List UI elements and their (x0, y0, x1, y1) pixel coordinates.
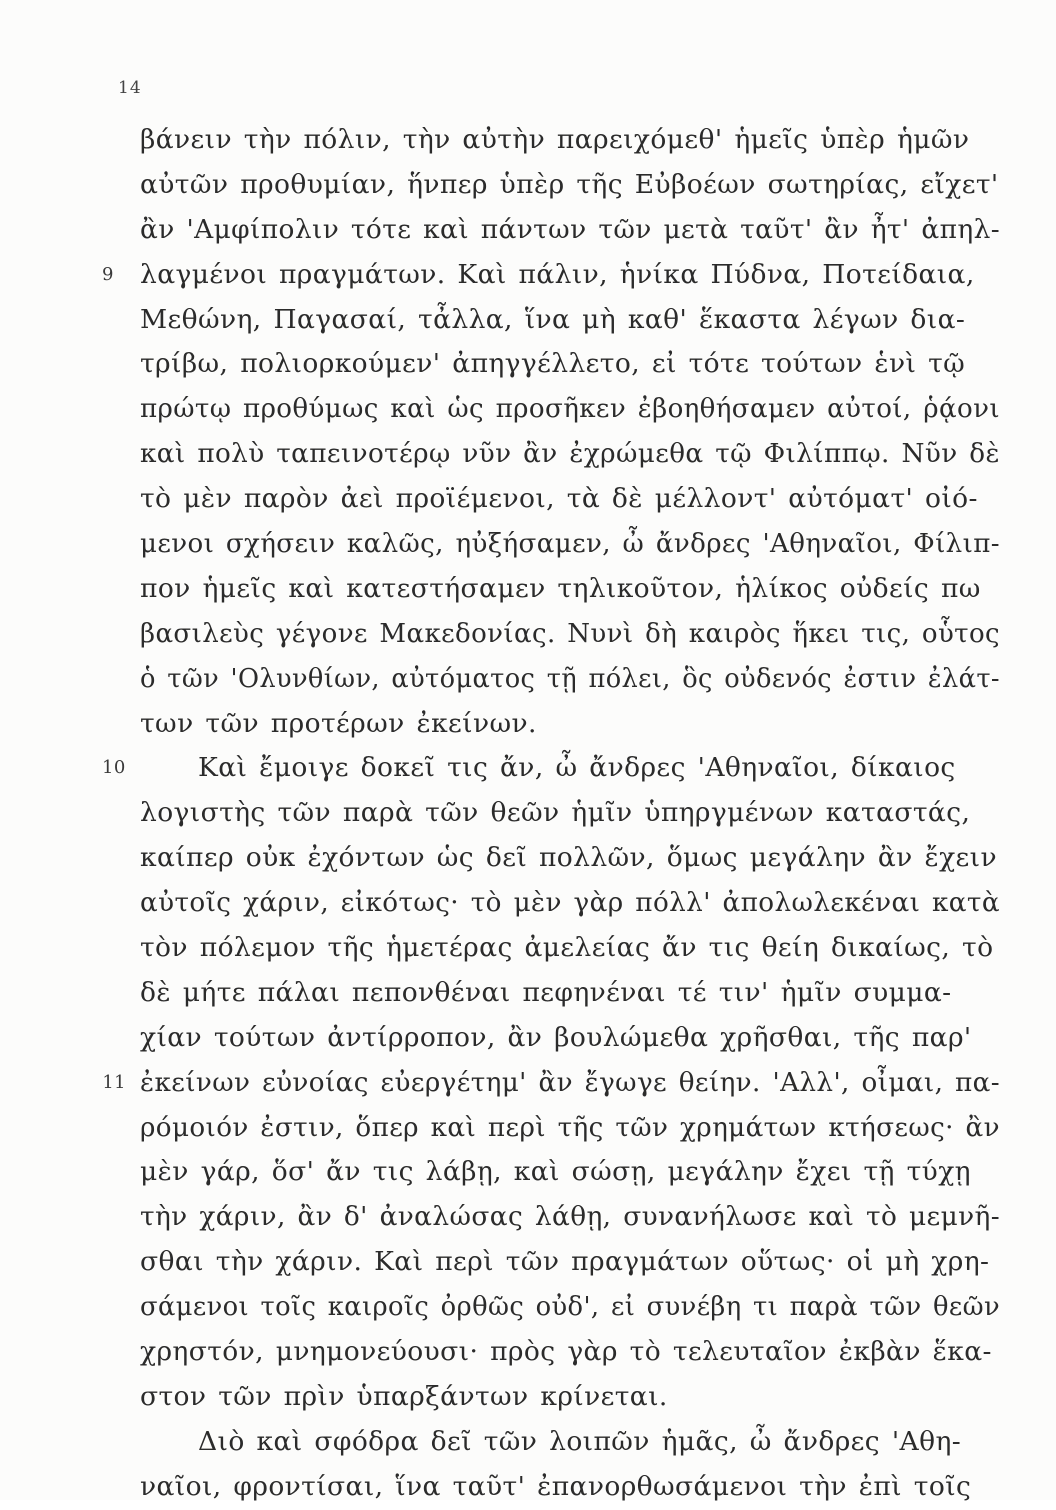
text-line (140, 522, 1000, 567)
line-text: ἂν 'Αμφίπολιν τότε καὶ πάντων τῶν μετὰ ταῦτ' ἂν ἦτ' ἀπηλ- (140, 213, 1001, 245)
line-text: ἐκείνων εὐνοίας εὐεργέτημ' ἂν ἔγωγε θείην. 'Αλλ', οἶμαι, πα- (140, 1066, 1001, 1098)
page-number: 14 (118, 78, 142, 98)
text-line (140, 1420, 1000, 1465)
text-line (140, 1106, 1000, 1151)
line-text: ὁ τῶν 'Ολυνθίων, αὐτόματος τῇ πόλει, ὃς οὐδενός ἐστιν ἐλάτ- (140, 662, 1000, 694)
line-text: τὸν πόλεμον τῆς ἡμετέρας ἀμελείας ἄν τις θείη δικαίως, τὸ (140, 932, 994, 964)
line-text: σάμενοι τοῖς καιροῖς ὀρθῶς οὐδ', εἰ συνέβη τι παρὰ τῶν θεῶν (140, 1291, 1001, 1323)
line-text: Καὶ ἔμοιγε δοκεῖ τις ἄν, ὦ ἄνδρες 'Αθηναῖοι, δίκαιος (198, 752, 956, 784)
text-line (140, 926, 1000, 971)
line-text: χρηστόν, μνημονεύουσι· πρὸς γὰρ τὸ τελευταῖον ἐκβὰν ἕκα- (140, 1336, 992, 1368)
line-text: αὐτοῖς χάριν, εἰκότως· τὸ μὲν γὰρ πόλλ' ἀπολωλεκέναι κατὰ (140, 887, 1000, 919)
line-text: Διὸ καὶ σφόδρα δεῖ τῶν λοιπῶν ἡμᾶς, ὦ ἄνδρες 'Αθη- (198, 1425, 962, 1457)
line-text: Μεθώνη, Παγασαί, τἆλλα, ἵνα μὴ καθ' ἕκαστα λέγων δια- (140, 303, 966, 335)
text-line (140, 1330, 1000, 1375)
text-line (140, 118, 1000, 163)
text-line (140, 1240, 1000, 1285)
line-text: τὴν χάριν, ἂν δ' ἀναλώσας λάθῃ, συνανήλωσε καὶ τὸ μεμνῆ- (140, 1201, 1001, 1233)
line-text: σθαι τὴν χάριν. Καὶ περὶ τῶν πραγμάτων οὕτως· οἱ μὴ χρη- (140, 1246, 990, 1278)
text-line (140, 1150, 1000, 1195)
text-line (140, 567, 1000, 612)
text-line (102, 746, 1000, 791)
text-line (140, 477, 1000, 522)
text-line (140, 791, 1000, 836)
section-number: 9 (102, 263, 114, 285)
text-line (140, 657, 1000, 702)
line-text: μενοι σχήσειν καλῶς, ηὐξήσαμεν, ὦ ἄνδρες 'Αθηναῖοι, Φίλιπ- (140, 528, 1000, 560)
text-line (140, 1195, 1001, 1240)
text-line (140, 1465, 1000, 1510)
text-line (140, 612, 1001, 657)
text-line (140, 432, 1000, 477)
section-number: 11 (102, 1071, 126, 1093)
line-text: δὲ μήτε πάλαι πεπονθέναι πεφηνέναι τέ τιν' ἡμῖν συμμα- (140, 976, 952, 1008)
line-text: ναῖοι, φροντίσαι, ἵνα ταῦτ' ἐπανορθωσάμενοι τὴν ἐπὶ τοῖς (140, 1470, 972, 1502)
text-line (140, 298, 1000, 343)
line-text: πον ἡμεῖς καὶ κατεστήσαμεν τηλικοῦτον, ἡλίκος οὐδείς πω (140, 572, 981, 604)
line-text: τὸ μὲν παρὸν ἀεὶ προϊέμενοι, τὰ δὲ μέλλοντ' αὐτόματ' οἰό- (140, 483, 978, 515)
line-text: βάνειν τὴν πόλιν, τὴν αὐτὴν παρειχόμεθ' ἡμεῖς ὑπὲρ ἡμῶν (140, 124, 970, 155)
line-text: λαγμένοι πραγμάτων. Καὶ πάλιν, ἡνίκα Πύδνα, Ποτείδαια, (140, 258, 975, 290)
line-text: μὲν γάρ, ὅσ' ἄν τις λάβῃ, καὶ σώσῃ, μεγάλην ἔχει τῇ τύχῃ (140, 1156, 971, 1188)
greek-text-body (102, 118, 1001, 1510)
section-number: 10 (102, 757, 126, 779)
text-line (102, 253, 1000, 298)
text-line (140, 836, 1000, 881)
line-text: στον τῶν πρὶν ὑπαρξάντων κρίνεται. (140, 1380, 668, 1412)
text-line (140, 163, 1000, 208)
text-line (140, 387, 1000, 432)
line-text: χίαν τούτων ἀντίρροπον, ἂν βουλώμεθα χρῆσθαι, τῆς παρ' (140, 1021, 972, 1053)
line-text: καίπερ οὐκ ἐχόντων ὡς δεῖ πολλῶν, ὅμως μεγάλην ἂν ἔχειν (140, 842, 997, 874)
text-line (140, 1285, 1001, 1330)
line-text: των τῶν προτέρων ἐκείνων. (140, 707, 537, 739)
text-line (140, 208, 1001, 253)
line-text: πρώτῳ προθύμως καὶ ὡς προσῆκεν ἐβοηθήσαμεν αὐτοί, ῥᾴονι (140, 393, 1000, 425)
text-line (102, 1061, 1001, 1106)
line-text: αὐτῶν προθυμίαν, ἥνπερ ὑπὲρ τῆς Εὐβοέων σωτηρίας, εἴχετ' (140, 168, 999, 200)
line-text: βασιλεὺς γέγονε Μακεδονίας. Νυνὶ δὴ καιρὸς ἥκει τις, οὗτος (140, 617, 1001, 649)
text-line (140, 702, 1000, 747)
line-text: τρίβω, πολιορκούμεν' ἀπηγγέλλετο, εἰ τότε τούτων ἑνὶ τῷ (140, 348, 966, 380)
text-line (140, 1375, 1000, 1420)
line-text: καὶ πολὺ ταπεινοτέρῳ νῦν ἂν ἐχρώμεθα τῷ Φιλίππῳ. Νῦν δὲ (140, 438, 1000, 470)
line-text: ρόμοιόν ἐστιν, ὅπερ καὶ περὶ τῆς τῶν χρημάτων κτήσεως· ἂν (140, 1111, 1000, 1143)
text-line (140, 342, 1000, 387)
line-text: λογιστὴς τῶν παρὰ τῶν θεῶν ἡμῖν ὑπηργμένων καταστάς, (140, 797, 971, 829)
text-line (140, 881, 1000, 926)
text-line (140, 971, 1000, 1016)
text-line (140, 1016, 1000, 1061)
